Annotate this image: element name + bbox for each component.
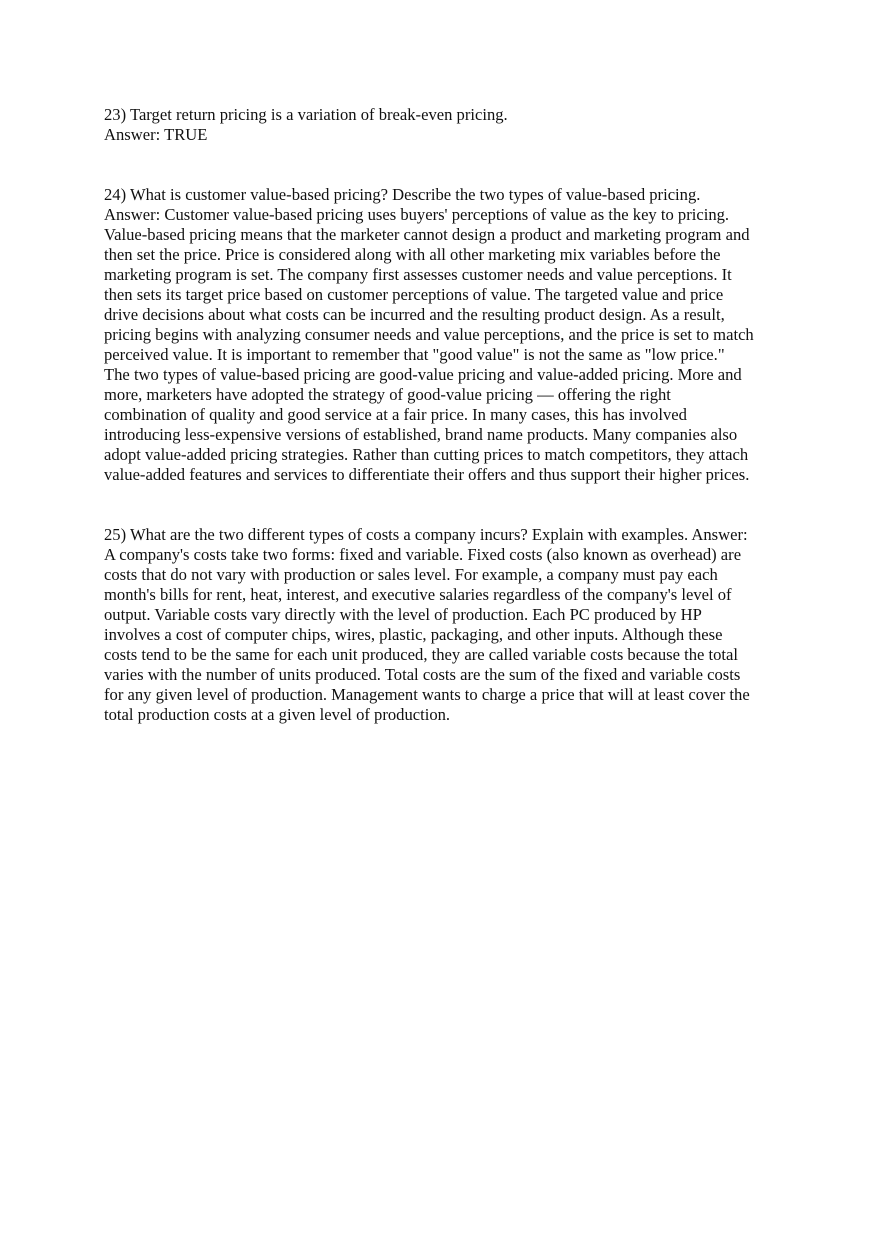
question-24-answer-line: then sets its target price based on customer perceptions of value. The targeted value and price (104, 285, 724, 304)
question-24-answer-line: adopt value-added pricing strategies. Rather than cutting prices to match competitors, they attach (104, 445, 749, 464)
question-24-answer-line: marketing program is set. The company first assesses customer needs and value perceptions. It (104, 265, 732, 284)
question-25-answer-line: costs that do not vary with production or sales level. For example, a company must pay each (104, 565, 718, 584)
question-25-answer-line: output. Variable costs vary directly with the level of production. Each PC produced by HP (104, 605, 702, 624)
question-24-answer-line: Answer: Customer value-based pricing uses buyers' perceptions of value as the key to pricing. (104, 205, 730, 224)
question-24-answer-line: drive decisions about what costs can be incurred and the resulting product design. As a result, (104, 305, 725, 324)
question-23-answer: Answer: TRUE (104, 125, 208, 144)
question-25 (104, 525, 788, 725)
question-23-prompt: 23) Target return pricing is a variation of break-even pricing. (104, 105, 508, 124)
question-25-prompt: 25) What are the two different types of costs a company incurs? Explain with examples. Answer: (104, 525, 748, 544)
question-24-answer-line: then set the price. Price is considered along with all other marketing mix variables before the (104, 245, 721, 264)
question-25-answer-line: total production costs at a given level of production. (104, 705, 451, 724)
question-25-answer-line: varies with the number of units produced. Total costs are the sum of the fixed and variable costs (104, 665, 741, 684)
question-24 (104, 185, 788, 485)
question-24-answer-line: value-added features and services to differentiate their offers and thus support their higher prices. (104, 465, 750, 484)
question-25-answer-line: costs tend to be the same for each unit produced, they are called variable costs because the total (104, 645, 738, 664)
question-24-answer-line: more, marketers have adopted the strategy of good-value pricing — offering the right (104, 385, 671, 404)
document-body (104, 105, 788, 725)
question-24-prompt: 24) What is customer value-based pricing? Describe the two types of value-based pricing. (104, 185, 701, 204)
question-23 (104, 105, 788, 145)
question-25-answer-line: for any given level of production. Management wants to charge a price that will at least cover the (104, 685, 750, 704)
question-25-answer-line: involves a cost of computer chips, wires, plastic, packaging, and other inputs. Although these (104, 625, 723, 644)
question-24-answer-line: perceived value. It is important to remember that "good value" is not the same as "low price." (104, 345, 725, 364)
question-25-answer-line: A company's costs take two forms: fixed and variable. Fixed costs (also known as overhead) are (104, 545, 742, 564)
question-24-answer-line: introducing less-expensive versions of established, brand name products. Many companies also (104, 425, 738, 444)
question-25-answer-line: month's bills for rent, heat, interest, and executive salaries regardless of the company's level of (104, 585, 732, 604)
question-24-answer-line: combination of quality and good service at a fair price. In many cases, this has involved (104, 405, 687, 424)
question-24-answer-line: Value-based pricing means that the marketer cannot design a product and marketing program and (104, 225, 750, 244)
question-24-answer-line: The two types of value-based pricing are good-value pricing and value-added pricing. More and (104, 365, 742, 384)
question-24-answer-line: pricing begins with analyzing consumer needs and value perceptions, and the price is set to match (104, 325, 754, 344)
